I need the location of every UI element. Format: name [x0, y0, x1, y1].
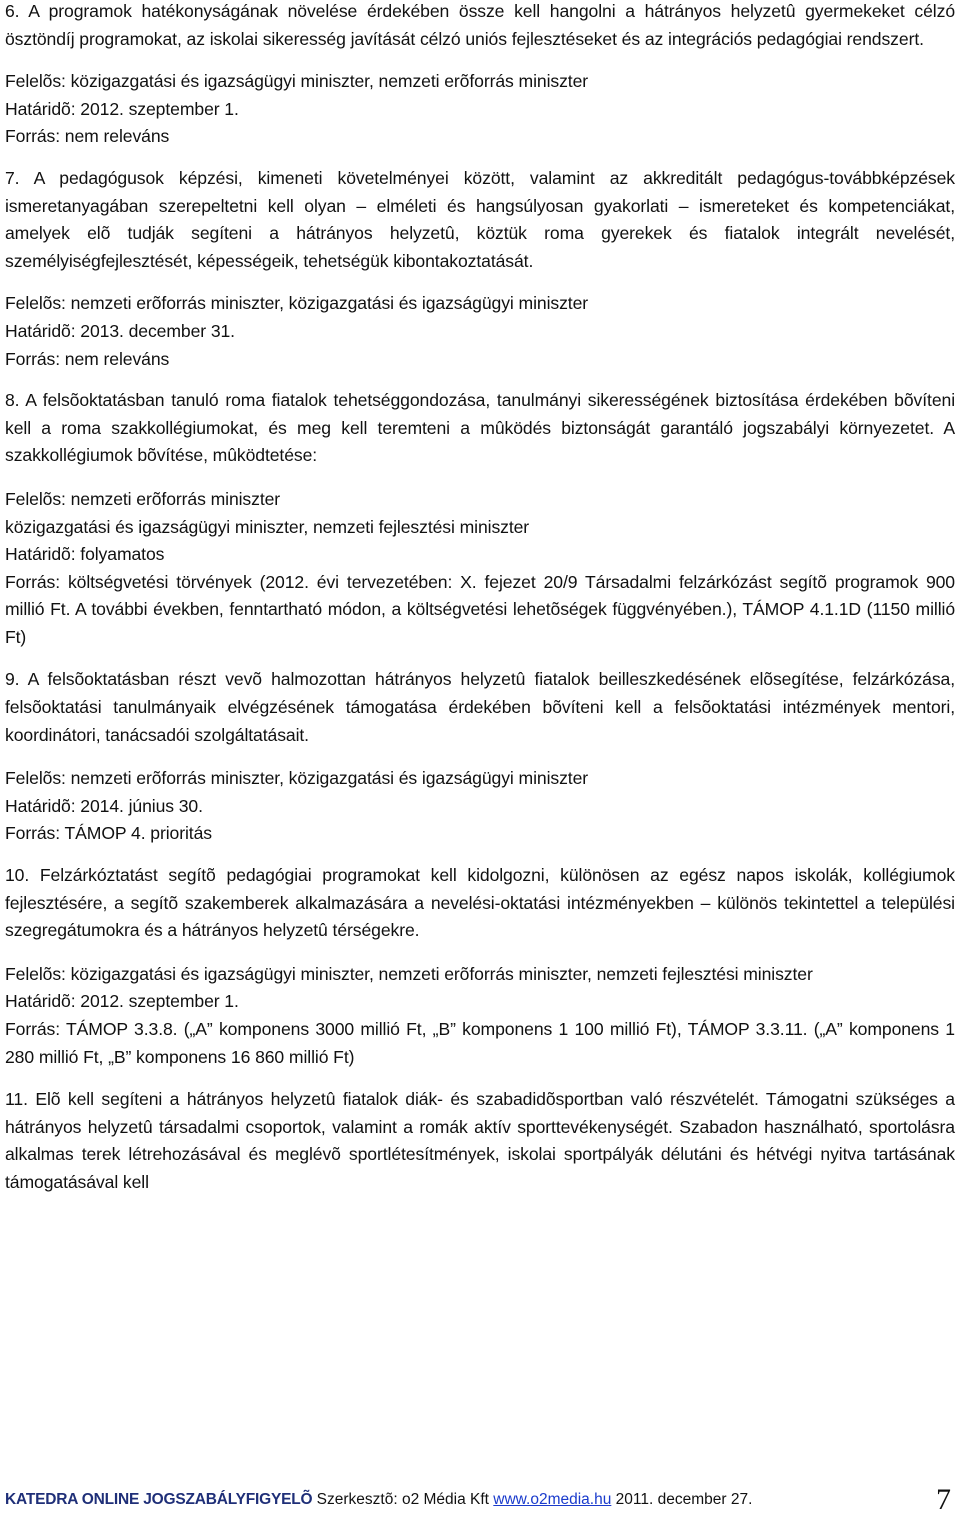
item-8-responsible: Felelõs: nemzeti erõforrás miniszter: [5, 488, 281, 509]
item-7-responsible: Felelõs: nemzeti erõforrás miniszter, közigazgatási és igazságügyi miniszter: [5, 293, 589, 314]
item-6-text: 6. A programok hatékonyságának növelése érdekében össze kell hangolni a hátrányos helyzetû gyermekeket célzó ösztöndíj programokat, az iskolai sikeresség javítását célzó uniós fejlesztéseket és az integrációs pedagógiai rendszert.: [5, 1, 955, 49]
item-9-deadline: Határidõ: 2014. június 30.: [5, 795, 203, 816]
page-footer: [5, 1483, 955, 1516]
item-9-text: 9. A felsõoktatásban részt vevõ halmozottan hátrányos helyzetû fiatalok beilleszkedésének elõsegítése, felzárkózása, felsõoktatási tanulmányaik elvégzésének támogatása érdekében bõvíteni kell a felsõoktatási intézmények mentori, koordinátori, tanácsadói szolgáltatásait.: [5, 669, 955, 745]
item-9-source: Forrás: TÁMOP 4. prioritás: [5, 823, 212, 844]
item-8-responsible-2: közigazgatási és igazságügyi miniszter, nemzeti fejlesztési miniszter: [5, 516, 530, 537]
item-6-responsible: Felelõs: közigazgatási és igazságügyi miniszter, nemzeti erõforrás miniszter: [5, 71, 589, 92]
item-6-source: Forrás: nem releváns: [5, 126, 170, 147]
item-9-responsible: Felelõs: nemzeti erõforrás miniszter, közigazgatási és igazságügyi miniszter: [5, 768, 589, 789]
document-body: [5, 0, 955, 1197]
footer-line: [5, 1489, 752, 1511]
item-8-source: Forrás: költségvetési törvények (2012. évi tervezetében: X. fejezet 20/9 Társadalmi felzárkózást segítõ programok 900 millió Ft. A további években, fenntartható módon, a költségvetési lehetõségek függvényében.), TÁMOP 4.1.1D (1150 millió Ft): [5, 571, 955, 647]
item-7-deadline: Határidõ: 2013. december 31.: [5, 320, 235, 341]
item-11-text: 11. Elõ kell segíteni a hátrányos helyzetû fiatalok diák- és szabadidõsportban való részvételét. Támogatni szükséges a hátrányos helyzetû társadalmi csoportok, valamint a romák aktív sporttevékenységét. Szabadon használható, sportolásra alkalmas terek létrehozásával és meglévõ sportlétesítmények, iskolai sportpályák délutáni és hétvégi nyitva tartásának támogatásával kell: [5, 1089, 955, 1192]
item-10-deadline: Határidõ: 2012. szeptember 1.: [5, 991, 239, 1012]
item-6-deadline: Határidõ: 2012. szeptember 1.: [5, 98, 239, 119]
page-number: 7: [936, 1483, 951, 1516]
item-7-source: Forrás: nem releváns: [5, 348, 170, 369]
item-8-deadline: Határidõ: folyamatos: [5, 544, 165, 565]
footer-date: 2011. december 27.: [615, 1491, 753, 1508]
footer-brand: KATEDRA ONLINE JOGSZABÁLYFIGYELÕ: [5, 1491, 313, 1508]
item-7-text: 7. A pedagógusok képzési, kimeneti követelményei között, valamint az akkreditált pedagógus-továbbképzések ismeretanyagában szerepeltetni kell olyan – elméleti és hangsúlyosan gyakorlati – ismereteket és kompetenciákat, amelyek elõ tudják segíteni a hátrányos helyzetû, köztük roma gyerekek és fiatalok integrált nevelését, személyiségfejlesztését, képességeik, tehetségük kibontakoztatását.: [5, 167, 955, 271]
footer-editor: Szerkesztõ: o2 Média Kft: [316, 1491, 489, 1508]
item-10-responsible: Felelõs: közigazgatási és igazságügyi miniszter, nemzeti erõforrás miniszter, nemzeti fejlesztési miniszter: [5, 963, 813, 984]
item-10-text: 10. Felzárkóztatást segítõ pedagógiai programokat kell kidolgozni, különösen az egész napos iskolák, kollégiumok fejlesztésére, a segítõ szakemberek alkalmazására a nevelési-oktatási intézményekben – különös tekintettel a települési szegregátumokra és a hátrányos helyzetû térségekre.: [5, 865, 955, 941]
footer-link[interactable]: www.o2media.hu: [493, 1491, 612, 1508]
item-10-source: Forrás: TÁMOP 3.3.8. („A” komponens 3000 millió Ft, „B” komponens 1 100 millió Ft), TÁMOP 3.3.11. („A” komponens 1 280 millió Ft, „B” komponens 16 860 millió Ft): [5, 1019, 955, 1067]
item-8-text: 8. A felsõoktatásban tanuló roma fiatalok tehetséggondozása, tanulmányi sikerességének biztosítása érdekében bõvíteni kell a roma szakkollégiumokat, és meg kell teremteni a mûködés biztonságát garantáló jogszabályi környezetet. A szakkollégiumok bõvítése, mûködtetése:: [5, 390, 955, 466]
